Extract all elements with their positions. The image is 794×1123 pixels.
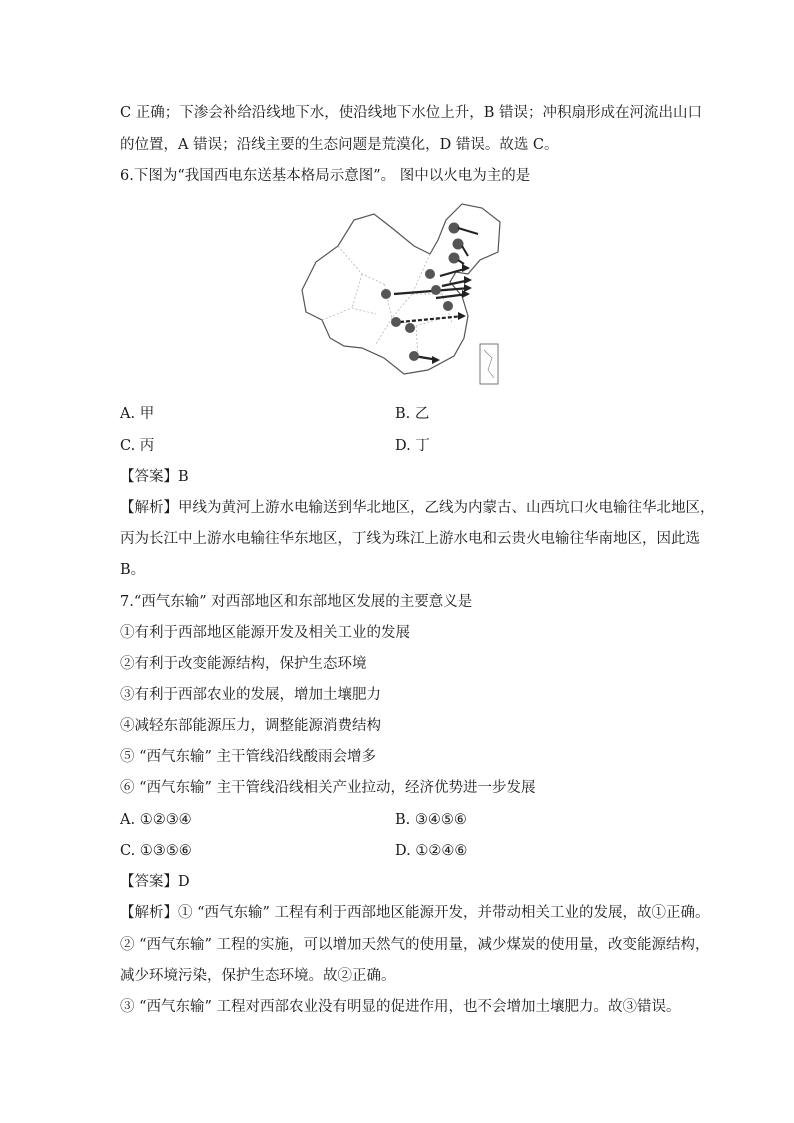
- question-7-analysis-line-1: 【解析】① “西气东输” 工程有利于西部地区能源开发，并带动相关工业的发展，故①正确。: [120, 905, 710, 921]
- question-7-analysis-line-4: ③ “西气东输” 工程对西部农业没有明显的促进作用，也不会增加土壤肥力。故③错误。: [120, 999, 681, 1015]
- question-6-analysis-line-3: B。: [120, 562, 146, 578]
- question-7-option-a: A. ①②③④: [120, 812, 192, 828]
- inset-box: [480, 344, 498, 384]
- question-7-item-6: ⑥ “西气东输” 主干管线沿线相关产业拉动，经济优势进一步发展: [120, 780, 536, 796]
- question-7-option-d: D. ①②④⑥: [395, 843, 468, 859]
- question-7-item-3: ③有利于西部农业的发展，增加土壤肥力: [120, 687, 381, 703]
- question-7-stem: 7.“西气东输” 对西部地区和东部地区发展的主要意义是: [120, 594, 473, 610]
- question-7-item-4: ④减轻东部能源压力，调整能源消费结构: [120, 718, 381, 734]
- question-6-option-a: A. 甲: [120, 406, 155, 422]
- question-6-analysis-line-1: 【解析】甲线为黄河上游水电输送到华北地区，乙线为内蒙古、山西坑口火电输往华北地区，: [120, 500, 715, 516]
- question-7-item-1: ①有利于西部地区能源开发及相关工业的发展: [120, 625, 410, 641]
- question-7-option-c: C. ①③⑤⑥: [120, 843, 192, 859]
- question-6-analysis-line-2: 丙为长江中上游水电输往华东地区，丁线为珠江上游水电和云贵火电输往华南地区，因此选: [120, 531, 700, 547]
- question-7-item-5: ⑤ “西气东输” 主干管线沿线酸雨会增多: [120, 749, 377, 765]
- question-7-analysis-line-3: 减少环境污染，保护生态环境。故②正确。: [120, 968, 396, 984]
- intro-line-2: 的位置，A 错误；沿线主要的生态问题是荒漠化，D 错误。故选 C。: [120, 137, 559, 153]
- question-6-stem: 6.下图为“我国西电东送基本格局示意图”。 图中以火电为主的是: [120, 168, 531, 184]
- question-7-option-b: B. ③④⑤⑥: [395, 812, 467, 828]
- question-7-item-2: ②有利于改变能源结构，保护生态环境: [120, 656, 367, 672]
- question-6-option-d: D. 丁: [395, 438, 430, 454]
- west-east-power-map: [292, 198, 502, 388]
- intro-line-1: C 正确；下渗会补给沿线地下水，使沿线地下水位上升，B 错误；冲积扇形成在河流出山口: [120, 105, 702, 121]
- question-7-analysis-line-2: ② “西气东输” 工程的实施，可以增加天然气的使用量，减少煤炭的使用量，改变能源结构，: [120, 937, 710, 953]
- province-lines: [322, 246, 452, 358]
- question-7-answer: 【答案】D: [120, 874, 190, 890]
- question-6-option-c: C. 丙: [120, 438, 155, 454]
- china-outline: [302, 204, 500, 374]
- question-6-answer: 【答案】B: [120, 469, 189, 485]
- question-6-option-b: B. 乙: [395, 406, 430, 422]
